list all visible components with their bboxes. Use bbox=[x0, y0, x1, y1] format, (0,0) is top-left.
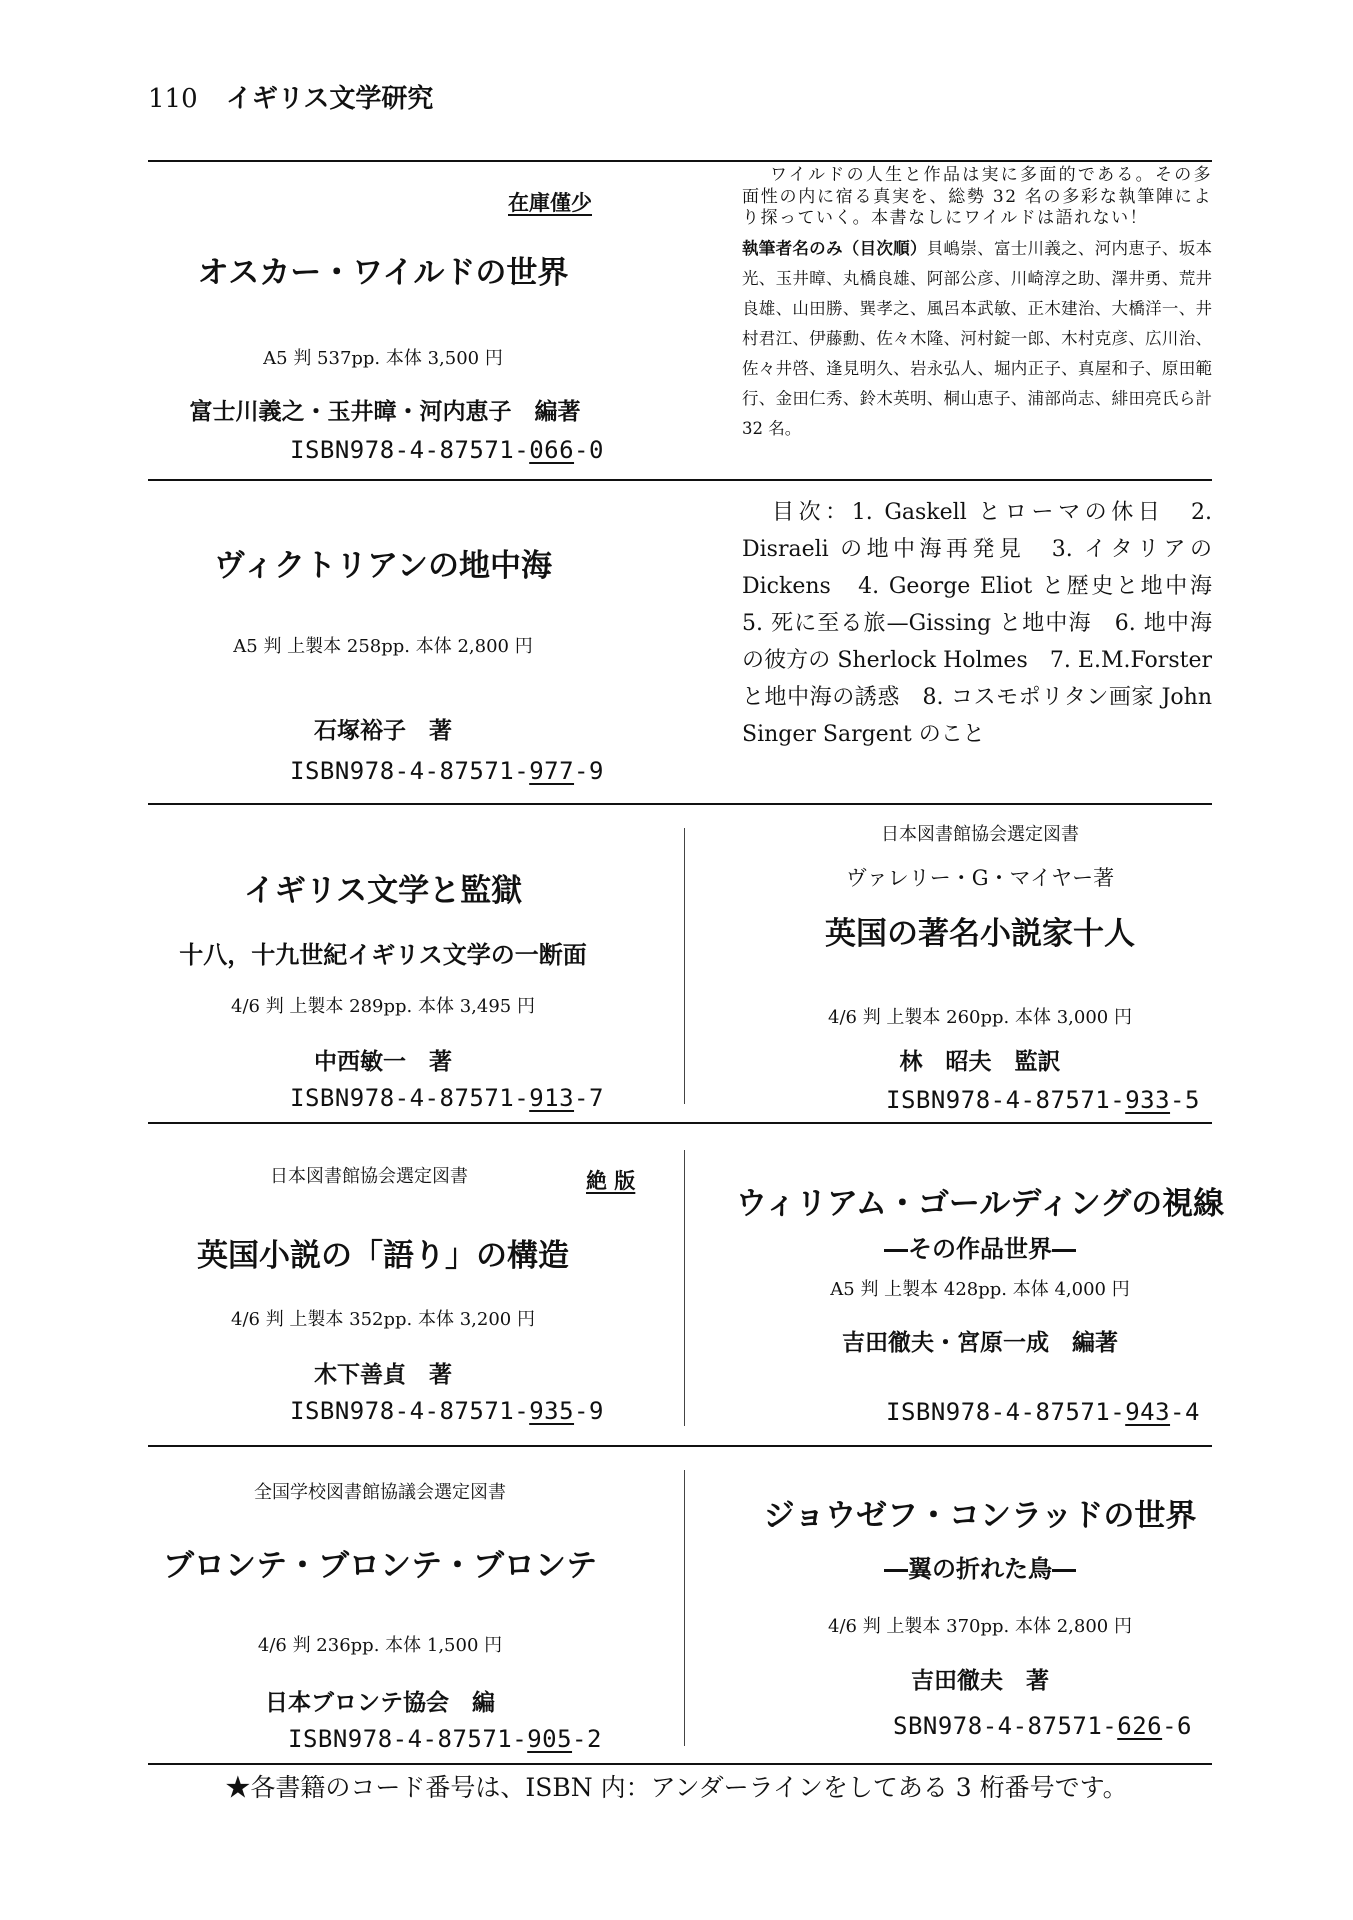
stock-status: 在庫僅少 bbox=[508, 191, 592, 215]
column-divider bbox=[684, 1470, 685, 1746]
isbn: ISBN978-4-87571-913-7 bbox=[290, 1084, 604, 1112]
out-of-print-status: 絶 版 bbox=[586, 1169, 636, 1193]
book-author: 日本ブロンテ協会 編 bbox=[265, 1690, 495, 1716]
book-author: 吉田徹夫・宮原一成 編著 bbox=[842, 1330, 1118, 1356]
book-author: 林 昭夫 監訳 bbox=[899, 1049, 1061, 1075]
page-title: イギリス文学研究 bbox=[225, 84, 434, 114]
book-spec: 4/6 判 上製本 370pp. 本体 2,800 円 bbox=[828, 1616, 1132, 1637]
book-spec: 4/6 判 上製本 352pp. 本体 3,200 円 bbox=[231, 1309, 535, 1330]
table-of-contents: 目次：1. Gaskell とローマの休日 2. Disraeli の地中海再発見 3. イタリアの Dickens 4. George Eliot と歴史と地中海 5. 死に至る旅—Gissing と地中海 6. 地中海の彼方の Sherlock Holmes 7. E.M.Forster と地中海の誘惑 8. コスモポリタン画家 John Singer Sargent のこと bbox=[742, 500, 1235, 747]
isbn: ISBN978-4-87571-066-0 bbox=[290, 436, 604, 464]
isbn: ISBN978-4-87571-935-9 bbox=[290, 1397, 604, 1425]
isbn-code: 943 bbox=[1125, 1398, 1171, 1426]
book-spec: A5 判 537pp. 本体 3,500 円 bbox=[263, 348, 503, 369]
isbn-code: 066 bbox=[529, 436, 575, 464]
book-author: 吉田徹夫 著 bbox=[911, 1668, 1049, 1694]
divider bbox=[148, 803, 1212, 805]
book-spec: 4/6 判 上製本 289pp. 本体 3,495 円 bbox=[231, 996, 535, 1017]
book-title: ウィリアム・ゴールディングの視線 bbox=[735, 1186, 1225, 1222]
book-title: ジョウゼフ・コンラッドの世界 bbox=[763, 1498, 1197, 1534]
contributors-list: 貝嶋崇、富士川義之、河内恵子、坂本光、玉井暲、丸橋良雄、阿部公彦、川崎淳之助、澤井勇、荒井良雄、山田勝、巽孝之、風呂本武敏、正木建治、大橋洋一、井村君江、伊藤勳、佐々木隆、河村錠一郎、木村克彦、広川治、佐々井啓、逢見明久、岩永弘人、堀内正子、真屋和子、原田範行、金田仁秀、鈴木英明、桐山恵子、浦部尚志、緋田亮氏ら計 32 名。 bbox=[742, 238, 1213, 438]
book-spec: A5 判 上製本 258pp. 本体 2,800 円 bbox=[233, 636, 533, 657]
book-author: 富士川義之・玉井暲・河内恵子 編著 bbox=[189, 399, 581, 425]
book-author: 石塚裕子 著 bbox=[314, 718, 452, 744]
isbn-code: 905 bbox=[527, 1725, 573, 1753]
book-title: ヴィクトリアンの地中海 bbox=[214, 548, 552, 584]
divider bbox=[148, 1445, 1212, 1447]
isbn: ISBN978-4-87571-905-2 bbox=[288, 1725, 602, 1753]
page-header bbox=[148, 78, 433, 115]
isbn-code: 933 bbox=[1125, 1086, 1171, 1114]
book-title: イギリス文学と監獄 bbox=[243, 873, 523, 909]
book-author: 中西敏一 著 bbox=[314, 1049, 452, 1075]
isbn-code: 935 bbox=[529, 1397, 575, 1425]
selection-tag: 日本図書館協会選定図書 bbox=[881, 824, 1079, 845]
isbn-code: 913 bbox=[529, 1084, 575, 1112]
book-title: 英国小説の「語り」の構造 bbox=[197, 1238, 569, 1274]
book-title: 英国の著名小説家十人 bbox=[825, 916, 1135, 952]
divider bbox=[148, 1763, 1212, 1765]
divider bbox=[148, 479, 1212, 481]
isbn: ISBN978-4-87571-943-4 bbox=[886, 1398, 1200, 1426]
book-author: 木下善貞 著 bbox=[314, 1362, 452, 1388]
isbn: ISBN978-4-87571-933-5 bbox=[886, 1086, 1200, 1114]
selection-tag: 日本図書館協会選定図書 bbox=[270, 1166, 468, 1187]
book-spec: 4/6 判 上製本 260pp. 本体 3,000 円 bbox=[828, 1007, 1132, 1028]
isbn: ISBN978-4-87571-977-9 bbox=[290, 757, 604, 785]
column-divider bbox=[684, 828, 685, 1104]
page-number: 110 bbox=[148, 84, 198, 114]
book-subtitle: 十八，十九世紀イギリス文学の一断面 bbox=[179, 941, 587, 969]
divider bbox=[148, 160, 1212, 162]
isbn-code: 977 bbox=[529, 757, 575, 785]
original-author: ヴァレリー・G・マイヤー著 bbox=[845, 866, 1115, 890]
book-description: ワイルドの人生と作品は実に多面的である。その多面性の内に宿る真実を、総勢 32 名の多彩な執筆陣により探っていく。本書なしにワイルドは語れない！ 執筆者名のみ（目次順）貝嶋崇、富士川義之、河内恵子、坂本光、玉井暲、丸橋良雄、阿部公彦、川崎淳之助、澤井勇、荒井良雄、山田勝、巽孝之、風呂本武敏、正木建治、大橋洋一、井村君江、伊藤勳、佐々木隆、河村錠一郎、木村克彦、広川治、佐々井啓、逢見明久、岩永弘人、堀内正子、真屋和子、原田範行、金田仁秀、鈴木英明、桐山恵子、浦部尚志、緋田亮氏ら計 32 名。 bbox=[742, 165, 1213, 438]
book-subtitle: ―その作品世界― bbox=[884, 1235, 1076, 1263]
column-divider bbox=[684, 1150, 685, 1426]
isbn: SBN978-4-87571-626-6 bbox=[893, 1712, 1193, 1740]
book-spec: 4/6 判 236pp. 本体 1,500 円 bbox=[257, 1635, 503, 1656]
divider bbox=[148, 1122, 1212, 1124]
book-subtitle: ―翼の折れた鳥― bbox=[884, 1555, 1076, 1583]
contributors-heading: 執筆者名のみ（目次順） bbox=[742, 238, 927, 258]
book-spec: A5 判 上製本 428pp. 本体 4,000 円 bbox=[830, 1279, 1130, 1300]
book-title: オスカー・ワイルドの世界 bbox=[197, 255, 569, 291]
isbn-code: 626 bbox=[1117, 1712, 1163, 1740]
book-title: ブロンテ・ブロンテ・ブロンテ bbox=[163, 1548, 597, 1584]
selection-tag: 全国学校図書館協議会選定図書 bbox=[254, 1482, 506, 1503]
footnote: ★各書籍のコード番号は、ISBN 内：アンダーラインをしてある 3 桁番号です。 bbox=[225, 1773, 1128, 1802]
